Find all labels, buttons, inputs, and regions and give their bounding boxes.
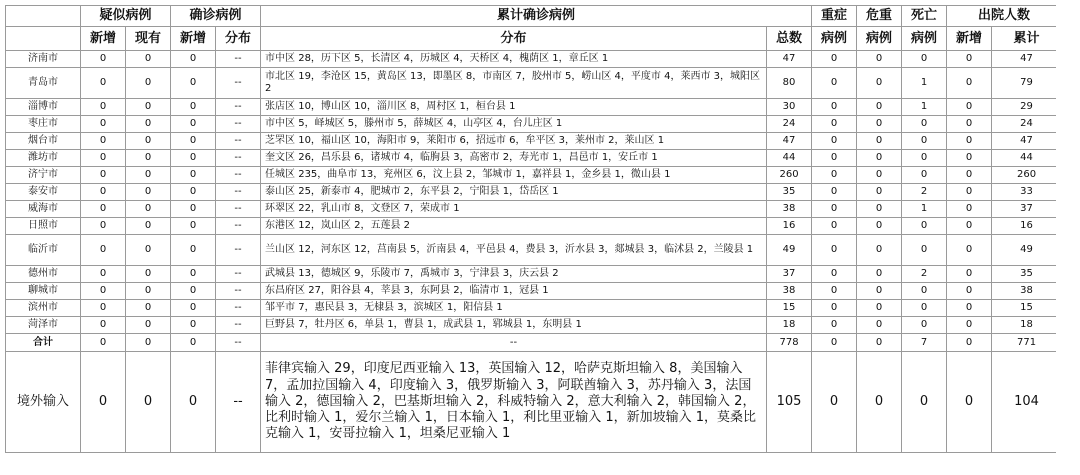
overseas-death-cases: 0 <box>902 352 947 453</box>
suspected-new: 0 <box>81 317 126 334</box>
discharged-new: 0 <box>947 51 992 68</box>
confirmed-distribution: -- <box>216 317 261 334</box>
severe-cases: 0 <box>812 201 857 218</box>
critical-cases: 0 <box>857 99 902 116</box>
severe-cases: 0 <box>812 300 857 317</box>
discharged-cumulative: 24 <box>992 116 1056 133</box>
city-name: 济宁市 <box>6 167 81 184</box>
critical-cases: 0 <box>857 266 902 283</box>
table-row <box>6 266 1057 283</box>
discharged-cumulative: 18 <box>992 317 1056 334</box>
critical-cases: 0 <box>857 68 902 99</box>
city-name: 威海市 <box>6 201 81 218</box>
total-suspected-new: 0 <box>81 334 126 352</box>
confirmed-distribution: -- <box>216 266 261 283</box>
cumulative-total: 15 <box>767 300 812 317</box>
overseas-critical-cases: 0 <box>857 352 902 453</box>
header-severe: 重症 <box>812 6 857 27</box>
overseas-suspected-existing: 0 <box>126 352 171 453</box>
confirmed-distribution: -- <box>216 184 261 201</box>
cumulative-distribution: 市中区 28，历下区 5，长清区 4，历城区 4，天桥区 4，槐荫区 1，章丘区 1 <box>261 51 767 68</box>
critical-cases: 0 <box>857 235 902 266</box>
cumulative-distribution: 奎文区 26，昌乐县 6，诸城市 4，临朐县 3，高密市 2，寿光市 1，昌邑市 1，安丘市 1 <box>261 150 767 167</box>
total-row <box>6 334 1057 352</box>
confirmed-distribution: -- <box>216 133 261 150</box>
discharged-cumulative: 79 <box>992 68 1056 99</box>
confirmed-distribution: -- <box>216 167 261 184</box>
discharged-cumulative: 38 <box>992 283 1056 300</box>
confirmed-new: 0 <box>171 167 216 184</box>
header-cumulative-distribution: 分布 <box>261 27 767 51</box>
header-death: 死亡 <box>902 6 947 27</box>
header-suspected-new: 新增 <box>81 27 126 51</box>
cumulative-total: 24 <box>767 116 812 133</box>
cumulative-distribution: 泰山区 25，新泰市 4，肥城市 2，东平县 2，宁阳县 1，岱岳区 1 <box>261 184 767 201</box>
cumulative-total: 37 <box>767 266 812 283</box>
death-cases: 0 <box>902 283 947 300</box>
cumulative-total: 18 <box>767 317 812 334</box>
overseas-suspected-new: 0 <box>81 352 126 453</box>
total-suspected-existing: 0 <box>126 334 171 352</box>
suspected-new: 0 <box>81 133 126 150</box>
total-discharged-new: 0 <box>947 334 992 352</box>
table-row <box>6 218 1057 235</box>
suspected-new: 0 <box>81 235 126 266</box>
city-name: 聊城市 <box>6 283 81 300</box>
cumulative-total: 80 <box>767 68 812 99</box>
total-confirmed-distribution: -- <box>216 334 261 352</box>
confirmed-new: 0 <box>171 116 216 133</box>
cumulative-distribution: 市中区 5，峄城区 5，滕州市 5，薛城区 4，山亭区 4，台儿庄区 1 <box>261 116 767 133</box>
table-row <box>6 167 1057 184</box>
confirmed-new: 0 <box>171 51 216 68</box>
confirmed-distribution: -- <box>216 99 261 116</box>
cumulative-total: 38 <box>767 201 812 218</box>
discharged-cumulative: 35 <box>992 266 1056 283</box>
critical-cases: 0 <box>857 201 902 218</box>
cumulative-distribution: 东昌府区 27，阳谷县 4，莘县 3，东阿县 2，临清市 1，冠县 1 <box>261 283 767 300</box>
confirmed-distribution: -- <box>216 300 261 317</box>
discharged-new: 0 <box>947 184 992 201</box>
death-cases: 0 <box>902 218 947 235</box>
cumulative-distribution: 环翠区 22，乳山市 8，文登区 7，荣成市 1 <box>261 201 767 218</box>
discharged-new: 0 <box>947 167 992 184</box>
overseas-cumulative-total: 105 <box>767 352 812 453</box>
death-cases: 0 <box>902 133 947 150</box>
total-cumulative-total: 778 <box>767 334 812 352</box>
discharged-cumulative: 16 <box>992 218 1056 235</box>
overseas-cumulative-distribution: 菲律宾输入 29，印度尼西亚输入 13，英国输入 12，哈萨克斯坦输入 8，美国输入 7，孟加拉国输入 4，印度输入 3，俄罗斯输入 3，阿联酋输入 3，苏丹输入 3，法国输入 2，德国输入 2，巴基斯坦输入 2，科威特输入 2，意大利输入 2，韩国输入 2，比利时输入 1，爱尔兰输入 1，日本输入 1，利比里亚输入 1，新加坡输入 1，莫桑比克输入 1，安哥拉输入 1，坦桑尼亚输入 1 <box>261 352 767 453</box>
confirmed-new: 0 <box>171 184 216 201</box>
cumulative-total: 260 <box>767 167 812 184</box>
suspected-existing: 0 <box>126 266 171 283</box>
severe-cases: 0 <box>812 218 857 235</box>
suspected-existing: 0 <box>126 167 171 184</box>
suspected-existing: 0 <box>126 51 171 68</box>
cumulative-distribution: 芝罘区 10，福山区 10，海阳市 9，莱阳市 6，招远市 6，牟平区 3，莱州市 2，莱山区 1 <box>261 133 767 150</box>
death-cases: 1 <box>902 99 947 116</box>
suspected-existing: 0 <box>126 68 171 99</box>
header-corner <box>6 6 81 27</box>
confirmed-distribution: -- <box>216 51 261 68</box>
overseas-confirmed-distribution: -- <box>216 352 261 453</box>
severe-cases: 0 <box>812 150 857 167</box>
suspected-new: 0 <box>81 201 126 218</box>
total-death-cases: 7 <box>902 334 947 352</box>
discharged-new: 0 <box>947 116 992 133</box>
confirmed-distribution: -- <box>216 68 261 99</box>
discharged-new: 0 <box>947 201 992 218</box>
confirmed-new: 0 <box>171 133 216 150</box>
death-cases: 0 <box>902 150 947 167</box>
overseas-severe-cases: 0 <box>812 352 857 453</box>
header-confirmed: 确诊病例 <box>171 6 261 27</box>
table-row <box>6 283 1057 300</box>
header-critical-cases: 病例 <box>857 27 902 51</box>
severe-cases: 0 <box>812 51 857 68</box>
header-confirmed-new: 新增 <box>171 27 216 51</box>
severe-cases: 0 <box>812 317 857 334</box>
total-confirmed-new: 0 <box>171 334 216 352</box>
suspected-existing: 0 <box>126 300 171 317</box>
header-corner-sub <box>6 27 81 51</box>
suspected-new: 0 <box>81 300 126 317</box>
city-name: 潍坊市 <box>6 150 81 167</box>
discharged-new: 0 <box>947 68 992 99</box>
death-cases: 0 <box>902 300 947 317</box>
covid-statistics-table <box>5 5 1056 453</box>
city-name: 德州市 <box>6 266 81 283</box>
overseas-label: 境外输入 <box>6 352 81 453</box>
overseas-discharged-new: 0 <box>947 352 992 453</box>
discharged-cumulative: 15 <box>992 300 1056 317</box>
cumulative-distribution: 东港区 12，岚山区 2，五莲县 2 <box>261 218 767 235</box>
suspected-existing: 0 <box>126 317 171 334</box>
cumulative-total: 49 <box>767 235 812 266</box>
header-row-sub <box>6 27 1057 51</box>
cumulative-distribution: 任城区 235，曲阜市 13，兖州区 6，汶上县 2，邹城市 1，嘉祥县 1，金乡县 1，微山县 1 <box>261 167 767 184</box>
header-death-cases: 病例 <box>902 27 947 51</box>
confirmed-distribution: -- <box>216 201 261 218</box>
death-cases: 1 <box>902 201 947 218</box>
severe-cases: 0 <box>812 68 857 99</box>
discharged-cumulative: 49 <box>992 235 1056 266</box>
severe-cases: 0 <box>812 133 857 150</box>
table-row <box>6 184 1057 201</box>
cumulative-distribution: 武城县 13，德城区 9，乐陵市 7，禹城市 3，宁津县 3，庆云县 2 <box>261 266 767 283</box>
discharged-new: 0 <box>947 218 992 235</box>
discharged-new: 0 <box>947 283 992 300</box>
header-suspected: 疑似病例 <box>81 6 171 27</box>
discharged-new: 0 <box>947 300 992 317</box>
suspected-new: 0 <box>81 51 126 68</box>
suspected-existing: 0 <box>126 150 171 167</box>
discharged-new: 0 <box>947 266 992 283</box>
discharged-cumulative: 37 <box>992 201 1056 218</box>
header-severe-cases: 病例 <box>812 27 857 51</box>
critical-cases: 0 <box>857 317 902 334</box>
city-name: 淄博市 <box>6 99 81 116</box>
critical-cases: 0 <box>857 167 902 184</box>
severe-cases: 0 <box>812 266 857 283</box>
header-row-groups <box>6 6 1057 27</box>
header-confirmed-distribution: 分布 <box>216 27 261 51</box>
header-cumulative-total: 总数 <box>767 27 812 51</box>
critical-cases: 0 <box>857 116 902 133</box>
critical-cases: 0 <box>857 300 902 317</box>
total-discharged-cumulative: 771 <box>992 334 1056 352</box>
cumulative-total: 16 <box>767 218 812 235</box>
overseas-discharged-cumulative: 104 <box>992 352 1056 453</box>
confirmed-new: 0 <box>171 283 216 300</box>
suspected-existing: 0 <box>126 201 171 218</box>
city-name: 济南市 <box>6 51 81 68</box>
city-name: 枣庄市 <box>6 116 81 133</box>
city-name: 泰安市 <box>6 184 81 201</box>
table-row <box>6 150 1057 167</box>
city-name: 滨州市 <box>6 300 81 317</box>
discharged-new: 0 <box>947 133 992 150</box>
critical-cases: 0 <box>857 133 902 150</box>
discharged-cumulative: 47 <box>992 51 1056 68</box>
discharged-cumulative: 47 <box>992 133 1056 150</box>
suspected-existing: 0 <box>126 218 171 235</box>
confirmed-new: 0 <box>171 218 216 235</box>
overseas-row <box>6 352 1057 453</box>
death-cases: 0 <box>902 116 947 133</box>
suspected-new: 0 <box>81 150 126 167</box>
discharged-cumulative: 29 <box>992 99 1056 116</box>
cumulative-distribution: 邹平市 7，惠民县 3，无棣县 3，滨城区 1，阳信县 1 <box>261 300 767 317</box>
covid-statistics-table-container <box>5 5 1056 475</box>
cumulative-distribution: 巨野县 7，牡丹区 6，单县 1，曹县 1，成武县 1，郓城县 1，东明县 1 <box>261 317 767 334</box>
total-cumulative-distribution: -- <box>261 334 767 352</box>
cumulative-total: 30 <box>767 99 812 116</box>
discharged-cumulative: 44 <box>992 150 1056 167</box>
discharged-new: 0 <box>947 99 992 116</box>
critical-cases: 0 <box>857 218 902 235</box>
critical-cases: 0 <box>857 51 902 68</box>
city-name: 临沂市 <box>6 235 81 266</box>
confirmed-distribution: -- <box>216 235 261 266</box>
cumulative-distribution: 张店区 10，博山区 10，淄川区 8，周村区 1，桓台县 1 <box>261 99 767 116</box>
table-row <box>6 99 1057 116</box>
confirmed-distribution: -- <box>216 150 261 167</box>
suspected-existing: 0 <box>126 184 171 201</box>
severe-cases: 0 <box>812 167 857 184</box>
death-cases: 2 <box>902 266 947 283</box>
suspected-existing: 0 <box>126 99 171 116</box>
confirmed-new: 0 <box>171 68 216 99</box>
header-suspected-existing: 现有 <box>126 27 171 51</box>
critical-cases: 0 <box>857 184 902 201</box>
confirmed-distribution: -- <box>216 218 261 235</box>
total-critical-cases: 0 <box>857 334 902 352</box>
severe-cases: 0 <box>812 184 857 201</box>
table-row <box>6 317 1057 334</box>
death-cases: 0 <box>902 235 947 266</box>
suspected-new: 0 <box>81 167 126 184</box>
discharged-new: 0 <box>947 150 992 167</box>
confirmed-new: 0 <box>171 201 216 218</box>
suspected-existing: 0 <box>126 133 171 150</box>
confirmed-distribution: -- <box>216 283 261 300</box>
table-row <box>6 133 1057 150</box>
critical-cases: 0 <box>857 150 902 167</box>
suspected-new: 0 <box>81 218 126 235</box>
suspected-existing: 0 <box>126 283 171 300</box>
table-row <box>6 300 1057 317</box>
suspected-new: 0 <box>81 68 126 99</box>
confirmed-new: 0 <box>171 317 216 334</box>
suspected-new: 0 <box>81 116 126 133</box>
city-name: 烟台市 <box>6 133 81 150</box>
header-cumulative: 累计确诊病例 <box>261 6 812 27</box>
critical-cases: 0 <box>857 283 902 300</box>
cumulative-total: 35 <box>767 184 812 201</box>
cumulative-distribution: 兰山区 12，河东区 12，莒南县 5，沂南县 4，平邑县 4，费县 3，沂水县 3，郯城县 3，临沭县 2，兰陵县 1 <box>261 235 767 266</box>
death-cases: 0 <box>902 167 947 184</box>
city-name: 日照市 <box>6 218 81 235</box>
table-row <box>6 201 1057 218</box>
header-critical: 危重 <box>857 6 902 27</box>
header-discharged-new: 新增 <box>947 27 992 51</box>
confirmed-new: 0 <box>171 235 216 266</box>
table-row <box>6 116 1057 133</box>
discharged-new: 0 <box>947 317 992 334</box>
confirmed-distribution: -- <box>216 116 261 133</box>
severe-cases: 0 <box>812 283 857 300</box>
severe-cases: 0 <box>812 116 857 133</box>
cumulative-total: 44 <box>767 150 812 167</box>
cumulative-total: 47 <box>767 51 812 68</box>
suspected-new: 0 <box>81 283 126 300</box>
table-row <box>6 68 1057 99</box>
discharged-cumulative: 33 <box>992 184 1056 201</box>
total-label: 合计 <box>6 334 81 352</box>
city-name: 菏泽市 <box>6 317 81 334</box>
total-severe-cases: 0 <box>812 334 857 352</box>
cumulative-total: 47 <box>767 133 812 150</box>
death-cases: 0 <box>902 51 947 68</box>
table-body <box>6 51 1057 453</box>
suspected-new: 0 <box>81 266 126 283</box>
cumulative-total: 38 <box>767 283 812 300</box>
death-cases: 1 <box>902 68 947 99</box>
suspected-existing: 0 <box>126 235 171 266</box>
table-row <box>6 235 1057 266</box>
discharged-cumulative: 260 <box>992 167 1056 184</box>
discharged-new: 0 <box>947 235 992 266</box>
severe-cases: 0 <box>812 235 857 266</box>
death-cases: 0 <box>902 317 947 334</box>
confirmed-new: 0 <box>171 266 216 283</box>
suspected-new: 0 <box>81 184 126 201</box>
header-discharged-cumulative: 累计 <box>992 27 1056 51</box>
city-name: 青岛市 <box>6 68 81 99</box>
confirmed-new: 0 <box>171 300 216 317</box>
cumulative-distribution: 市北区 19，李沧区 15，黄岛区 13，即墨区 8，市南区 7，胶州市 5，崂山区 4，平度市 4，莱西市 3，城阳区 2 <box>261 68 767 99</box>
severe-cases: 0 <box>812 99 857 116</box>
confirmed-new: 0 <box>171 99 216 116</box>
suspected-existing: 0 <box>126 116 171 133</box>
overseas-confirmed-new: 0 <box>171 352 216 453</box>
table-row <box>6 51 1057 68</box>
suspected-new: 0 <box>81 99 126 116</box>
confirmed-new: 0 <box>171 150 216 167</box>
death-cases: 2 <box>902 184 947 201</box>
header-discharged: 出院人数 <box>947 6 1056 27</box>
